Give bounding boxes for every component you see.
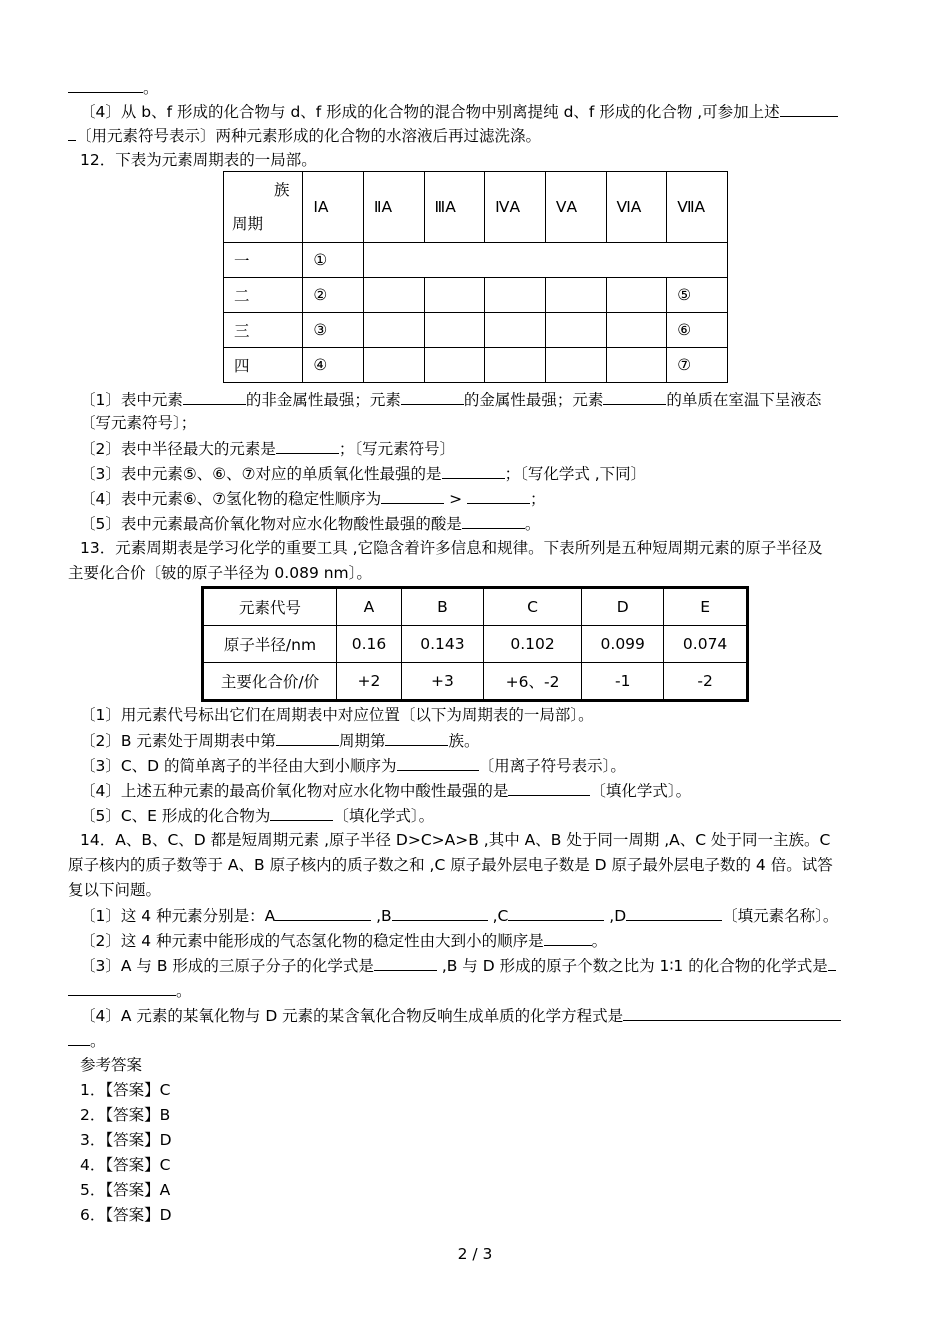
code-cell: D	[582, 588, 664, 626]
blank	[276, 729, 339, 746]
radius-cell: 0.16	[337, 626, 402, 663]
radius-cell: 0.074	[664, 626, 748, 663]
period-label: 四	[224, 348, 303, 383]
valence-cell: +2	[337, 663, 402, 701]
q13-s1: 〔1〕用元素代号标出它们在周期表中对应位置〔以下为周期表的一局部〕。	[80, 706, 594, 724]
group-header: ⅤA	[545, 172, 606, 243]
answer-item: 1．【答案】C	[80, 1081, 171, 1099]
element-cell: ⑦	[667, 348, 728, 383]
q14-s1: 〔1〕这 4 种元素分别是：A ,B ,C ,D 〔填元素名称〕。	[80, 904, 895, 927]
group-header: ⅢA	[424, 172, 485, 243]
valence-cell: -2	[664, 663, 748, 701]
element-cell: ④	[303, 348, 364, 383]
period-label: 二	[224, 278, 303, 313]
radius-cell: 0.102	[483, 626, 581, 663]
row-label: 元素代号	[203, 588, 337, 626]
page-number: 2 / 3	[457, 1245, 493, 1263]
q13-s2: 〔2〕B 元素处于周期表中第 周期第 族。	[80, 729, 895, 752]
code-cell: A	[337, 588, 402, 626]
q14-s3: 〔3〕A 与 B 形成的三原子分子的化学式是 ,B 与 D 形成的原子个数之比为 1∶1 的化合物的化学式是	[80, 954, 895, 977]
answer-item: 4．【答案】C	[80, 1156, 171, 1174]
element-data-table	[201, 586, 749, 702]
blank	[462, 512, 525, 529]
blank	[275, 904, 371, 921]
answer-item: 2．【答案】B	[80, 1106, 171, 1124]
q14-intro1: 14．A、B、C、D 都是短周期元素 ,原子半径 D>C>A>B ,其中 A、B 处于同一周期 ,A、C 处于同一主族。C	[80, 831, 831, 849]
code-cell: C	[483, 588, 581, 626]
q13-s5: 〔5〕C、E 形成的化合物为 〔填化学式〕。	[80, 804, 895, 827]
blank	[68, 76, 143, 93]
blank	[626, 904, 722, 921]
row-label: 主要化合价/价	[203, 663, 337, 701]
q12-s1-cont: 〔写元素符号〕；	[80, 414, 197, 432]
periodic-table-part	[223, 171, 728, 383]
element-cell: ⑥	[667, 313, 728, 348]
q11-line0: 。	[68, 76, 883, 99]
element-cell: ⑤	[667, 278, 728, 313]
q12-intro: 12．下表为元素周期表的一局部。	[80, 151, 317, 169]
blank	[397, 754, 479, 771]
q11-line2: 〔用元素符号表示〕两种元素形成的化合物的水溶液后再过滤洗涤。	[68, 124, 883, 147]
blank	[392, 904, 488, 921]
radius-cell: 0.143	[401, 626, 483, 663]
q12-s5: 〔5〕表中元素最高价氧化物对应水化物酸性最强的酸是 。	[80, 512, 895, 535]
element-cell: ②	[303, 278, 364, 313]
group-header: ⅡA	[363, 172, 424, 243]
q13-s3: 〔3〕C、D 的简单离子的半径由大到小顺序为 〔用离子符号表示〕。	[80, 754, 895, 777]
q13-intro2: 主要化合价〔铍的原子半径为 0.089 nm〕。	[68, 564, 372, 582]
blank	[381, 487, 444, 504]
group-header: ⅠA	[303, 172, 364, 243]
q14-s2: 〔2〕这 4 种元素中能形成的气态氢化物的稳定性由大到小的顺序是 。	[80, 929, 895, 952]
blank	[270, 804, 333, 821]
q14-intro3: 复以下问题。	[68, 881, 162, 899]
answer-item: 3．【答案】D	[80, 1131, 172, 1149]
blank	[508, 779, 590, 796]
group-header: ⅣA	[485, 172, 546, 243]
period-label: 一	[224, 243, 303, 278]
blank	[544, 929, 592, 946]
blank	[467, 487, 530, 504]
element-cell: ①	[303, 243, 364, 278]
blank	[183, 388, 246, 405]
blank	[68, 979, 176, 996]
blank	[401, 388, 464, 405]
code-cell: B	[401, 588, 483, 626]
row-label: 原子半径/nm	[203, 626, 337, 663]
empty-span	[363, 243, 727, 278]
group-header: ⅦA	[667, 172, 728, 243]
blank	[623, 1004, 841, 1021]
code-cell: E	[664, 588, 748, 626]
blank	[828, 954, 836, 971]
blank	[385, 729, 448, 746]
q12-s2: 〔2〕表中半径最大的元素是 ；〔写元素符号〕	[80, 437, 895, 460]
q11-line1: 〔4〕从 b、f 形成的化合物与 d、f 形成的化合物的混合物中别离提纯 d、f 形成的化合物 ,可参加上述	[80, 100, 895, 123]
q14-s4: 〔4〕A 元素的某氧化物与 D 元素的某含氧化合物反响生成单质的化学方程式是	[80, 1004, 895, 1027]
group-header: ⅥA	[606, 172, 667, 243]
q13-intro1: 13．元素周期表是学习化学的重要工具 ,它隐含着许多信息和规律。下表所列是五种短周期元素的原子半径及	[80, 539, 823, 557]
blank	[68, 124, 76, 141]
blank	[442, 462, 505, 479]
blank	[603, 388, 666, 405]
answers-title: 参考答案	[80, 1056, 143, 1074]
blank	[374, 954, 437, 971]
blank	[508, 904, 604, 921]
q14-intro2: 原子核内的质子数等于 A、B 原子核内的质子数之和 ,C 原子最外层电子数是 D 原子最外层电子数的 4 倍。试答	[68, 856, 833, 874]
table-corner: 族 周期	[224, 172, 303, 243]
q12-s4: 〔4〕表中元素⑥、⑦氢化物的稳定性顺序为 > ；	[80, 487, 895, 510]
valence-cell: -1	[582, 663, 664, 701]
valence-cell: +3	[401, 663, 483, 701]
blank	[68, 1029, 90, 1046]
answer-item: 6．【答案】D	[80, 1206, 172, 1224]
q12-s1: 〔1〕表中元素 的非金属性最强；元素 的金属性最强；元素 的单质在室温下呈液态	[80, 388, 895, 411]
radius-cell: 0.099	[582, 626, 664, 663]
q13-s4: 〔4〕上述五种元素的最高价氧化物对应水化物中酸性最强的是 〔填化学式〕。	[80, 779, 895, 802]
element-cell: ③	[303, 313, 364, 348]
q14-s3-cont: 。	[68, 979, 883, 1002]
blank	[276, 437, 339, 454]
q14-s4-cont: 。	[68, 1029, 883, 1052]
q12-s3: 〔3〕表中元素⑤、⑥、⑦对应的单质氧化性最强的是 ；〔写化学式 ,下同〕	[80, 462, 895, 485]
valence-cell: +6、-2	[483, 663, 581, 701]
period-label: 三	[224, 313, 303, 348]
blank	[780, 100, 838, 117]
answer-item: 5．【答案】A	[80, 1181, 171, 1199]
